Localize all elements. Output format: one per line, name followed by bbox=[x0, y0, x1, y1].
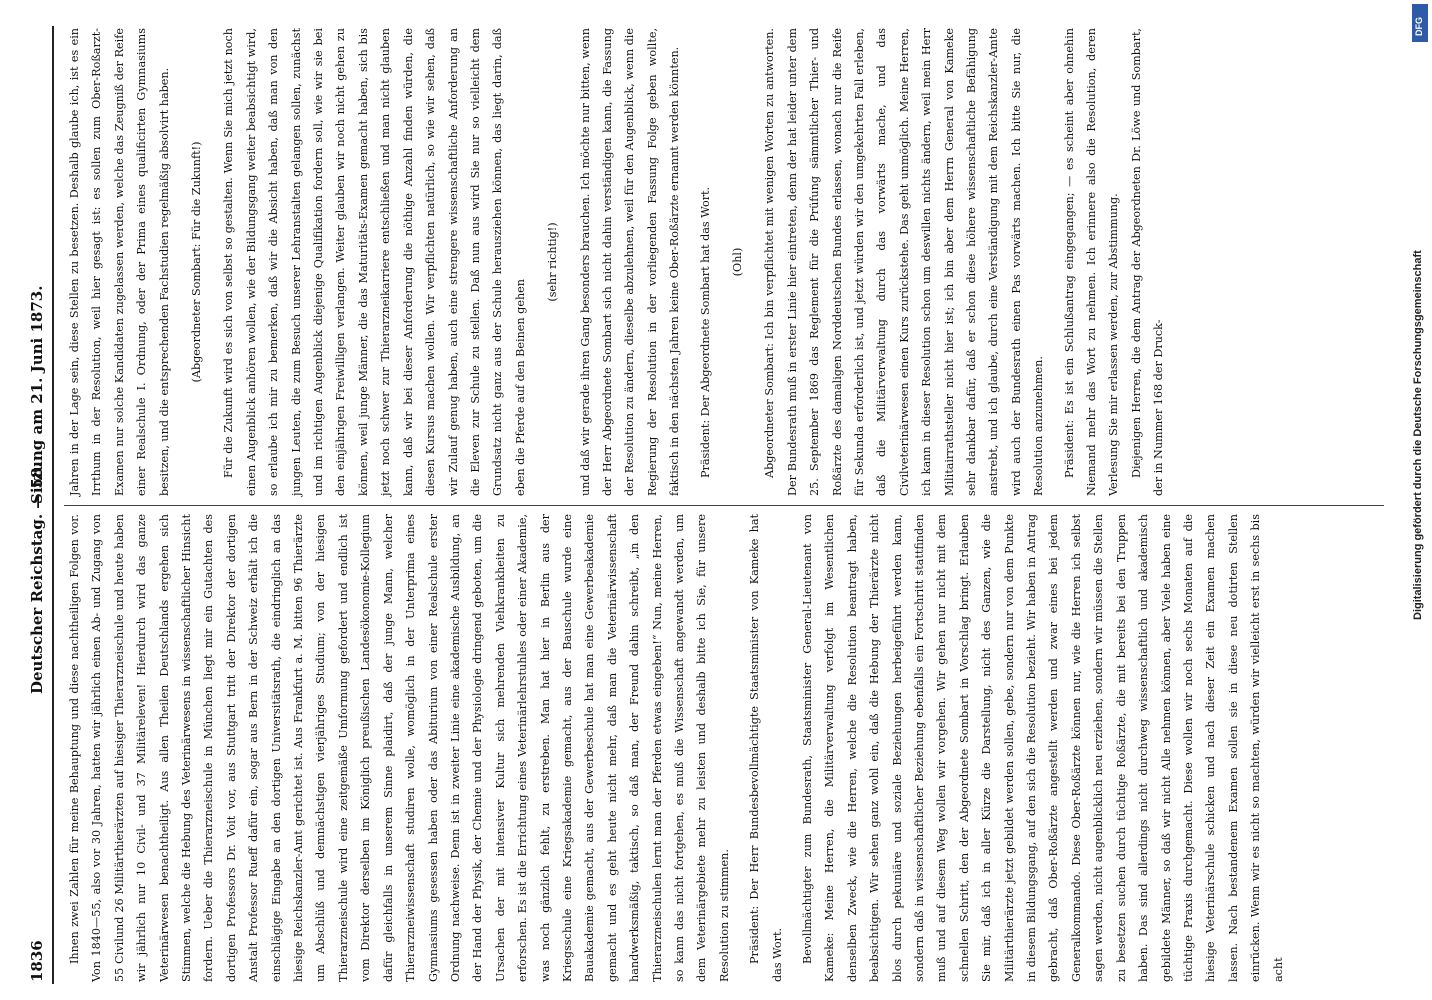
paragraph-sombart: Abgeordneter Sombart: Ich bin verpflichtet mit wenigen Worten zu antworten. Der Bundesrath muß in erster Linie hier eintreten, denn der hat leider unter dem 25. September 1869 das Reglement für die Prüfung sämmtlicher Thier- und Roßärzte des damaligen Norddeutschen Bundes erlassen, wonach nur die Reife für Sekunda erforderlich ist, und jetzt würden wir den umgekehrten Fall erleben, daß die Militärverwaltung durch das vorwärts mache, und das Civilveterinärwesen einen Kurs zurückstehe. Das geht unmöglich. Meine Herren, ich kann in dieser Resolution schon um deswillen nichts ändern, weil mein Herr Militairrathsteller nicht hier ist; ich bin aber dem Herrn General von Kameke sehr dankbar dafür, daß er schon diese höhere wissenschaftliche Befähigung anstrebt, und ich glaube, durch eine Verständigung mit dem Reichskanzler-Amte wird auch der Bundesrath einen Pas vorwärts machen. Ich bitte Sie nur, die Resolution anzunehmen. bbox=[763, 28, 1046, 496]
interjection: (Abgeordneter Sombart: Für die Zukunft!) bbox=[190, 141, 204, 383]
left-column bbox=[64, 514, 1290, 982]
paragraph-president: Präsident: Der Herr Bundesbevollmächtigte Staatsminister von Kameke hat das Wort. bbox=[748, 514, 784, 982]
header-rule bbox=[52, 26, 54, 984]
watermark bbox=[1410, 10, 1430, 630]
header-title-left: Deutscher Reichstag. — 58. bbox=[28, 462, 46, 694]
page-header bbox=[24, 26, 52, 984]
dfg-logo-text: DFG bbox=[1414, 17, 1424, 36]
paragraph: Ihnen zwei Zahlen für meine Behauptung und diese nachtheiligen Folgen vor. Von 1840—55, also vor 30 Jahren, hatten wir jährlich einen Ab- und Zugang von 55 Civilund 26 Militärthierärzten auf hiesiger Thierarzneischule und heute haben wir jährlich nur 10 Civil- und 37 Militäreleven! Hierdurch wird das ganze Veterinärwesen benachtheiligt. Aus allen Theilen Deutschlands ergehen sich Stimmen, welche die Hebung des Veterinärwesens in wissenschaftlicher Hinsicht fordern. Ueber die Thierarzneischule in München liegt mir ein Gutachten des dortigen Professors Dr. Voit vor, aus Stuttgart tritt der Direktor der dortigen Anstalt Professor Rueff dafür ein, sogar aus Bern in der Schweiz erhält ich die einschlägige Eingabe an den dortigen Universitätsrath, die eindringlich an das hiesige Reichskanzler-Amt gerichtet ist. Aus Frankfurt a. M. bitten 96 Thierärzte um Abschlüß und demnächstigen vierjähriges Studium; von der hiesigen Thierarzneischule wird eine zeitgemäße Umformung gefordert und endlich ist vom Direktor derselben im Königlich preußischen Landesökonomie-Kollegium dafür gleichfalls in unserem Sinne plaidirt, daß der junge Mann, welcher Thierarzneiwissenschaft studiren wolle, womöglich in der Unterprima eines Gymnasiums gesessen haben oder das Abiturium von einer Realschule erster Ordnung nachweise. Denn ist in zweiter Linie eine akademische Ausbildung, an der Hand der Physik, der Chemie und der Physiologie dringend geboten, um die Ursachen der mit intensiver Kultur sich mehrenden Viehkrankheiten zu erforschen. Es ist die Errichtung eines Veterinärlehrstuhles oder einer Akademie, was noch gänzlich fehlt, zu erstreben. Man hat hier in Berlin aus der Kriegsschule eine Kriegsakademie gemacht, aus der Bauschule wurde eine Bauakademie gemacht, aus der Gewerbeschule hat man eine Gewerbeakademie gemacht und es geht heute nicht mehr, daß man die Veterinärwissenschaft handwerksmäßig, taktisch, so daß man, der Freund dahin schreibt, „in den Thierarzneischulen lernt man der Pferden etwas eingeben!“ Nun, meine Herren, so kann das nicht fortgehen, es muß die Wissenschaft angewandt werden, um dem Veterinärgebiete mehr zu leisten und deshalb bitte ich Sie, für unsere Resolution zu stimmen. bbox=[68, 514, 731, 982]
page-number: 1836 bbox=[28, 940, 46, 982]
watermark-text: Digitalisierung gefördert durch die Deutsche Forschungsgemeinschaft bbox=[1412, 250, 1424, 620]
paragraph: Diejenigen Herren, die dem Antrag der Abgeordneten Dr. Löwe und Sombart, der in Nummer 168 der Druck- bbox=[1129, 28, 1166, 496]
paragraph-president: Präsident: Der Abgeordnete Sombart hat das Wort. bbox=[698, 186, 712, 478]
column-divider bbox=[64, 505, 1384, 506]
paragraph-president: Präsident: Es ist ein Schlußantrag eingegangen; — es scheint aber ohnehin Niemand mehr das Wort zu nehmen. Ich erinnere also die Resolution, deren Verlesung Sie mir erlassen werden, zur Abstimmung. bbox=[1062, 28, 1121, 496]
right-column bbox=[64, 28, 1171, 496]
paragraph: Für die Zukunft wird es sich von selbst so gestalten. Wenn Sie mich jetzt noch einen Augenblick anhören wollen, wie der Bildungsgang weiter beabsichtigt wird, so erlaube ich mir zu bemerken, daß wir die Absicht haben, daß man von den jungen Leuten, die zum Besuch unserer Lehranstalten gelangen sollen, zunächst und im richtigen Augenblick diejenige Qualifikation fordern soll, wie wir sie bei den einjährigen Freiwilligen verlangen. Weiter glauben wir noch nicht gehen zu können, weil junge Männer, die das Maturitäts-Examen gemacht haben, sich bis jetzt noch schwer zur Thierarzneikarriere entschließen und man nicht glauben kann, daß wir bei dieser Anforderung die nöthige Anzahl finden würden, die diesen Kursus machen wollen. Wir verpflichten natürlich, so wie wir sehen, daß wir Zulauf genug haben, auch eine strengere wissenschaftliche Anforderung an die Eleven zur Schule zu stellen. Daß nun aus wird Sie nur so vielleicht dem Grundsatz nicht ganz aus der Schule herausziehen können, das liegt darin, daß eben die Pferde auf den Beinen gehen bbox=[222, 28, 527, 496]
paragraph: und daß wir gerade ihren Gang besonders brauchen. Ich möchte nur bitten, wenn der Herr Abgeordnete Sombart sich nicht dahin verständigen kann, die Fassung der Resolution zu ändern, dieselbe abzulehnen, weil für den Augenblick, wenn die Regierung der Resolution in der vorliegenden Fassung Folge geben wollte, faktisch in den nächsten Jahren keine Ober-Roßärzte ernannt werden könnten. bbox=[578, 28, 682, 496]
paragraph: Jahren in der Lage sein, diese Stellen zu besetzen. Deshalb glaube ich, ist es ein Irrthum in der Resolution, weil hier gesagt ist: es sollen zum Ober-Roßarzt-Examen nur solche Kandidaten zugelassen werden, welche das Zeugniß der Reife einer Realschule I. Ordnung, oder der Prima eines qualificirten Gymnasiums besitzen, und die entsprechenden Fachstudien regelmäßig absolvirt haben. bbox=[68, 28, 171, 496]
rotated-document-page bbox=[24, 26, 1404, 984]
interjection: (Ohl) bbox=[730, 247, 744, 277]
interjection: (sehr richtig!) bbox=[546, 222, 560, 302]
paragraph-kameke: Bevollmächtigter zum Bundesrath, Staatsminister General-Lieutenant von Kameke: Meine Herren, die Militärverwaltung verfolgt im Wesentlichen denselben Zweck, wie die Herren, welche die Resolution beantragt haben, beabsichtigen. Wir sehen ganz wohl ein, daß die Hebung der Thierärzte nicht blos durch pekuniäre und soziale Beziehungen herbeigeführt werden kann, sondern daß in wissenschaftlicher Beziehung ebenfalls ein Fortschritt stattfinden muß und auf diesem Weg wollen wir vorgehen. Wir gehen nur nicht mit dem schnellen Schritt, den der Abgeordnete Sombart in Vorschlag bringt. Erlauben Sie mir, daß ich in aller Kürze die Darstellung, nicht des Ganzen, wie die Militärthierärzte jetzt gebildet werden sollen, gebe, sondern nur von dem Punkte in diesem Bildungsgang, auf den sich die Resolution bezieht. Wir haben in Antrag gebracht, daß Ober-Roßärzte angestellt werden und zwar eines bei jedem Generalkommando. Diese Ober-Roßärzte können nur, wie die Herren ich selbst sagen werden, nicht augenblicklich neu erziehen, sondern wir müssen die Stellen zu besetzen suchen durch tüchtige Roßärzte, die mit bereits bei den Truppen haben. Das sind allerdings nicht durchweg wissenschaftlich und akademisch gebildete Männer, so daß wir nicht Alle nehmen können, aber Viele haben eine tüchtige Praxis durchgemacht. Diese wollen wir noch sechs Monaten auf die hiesige Veterinärschule schicken und nach dieser Zeit ein Examen machen lassen. Nach bestandenem Examen sollen sie in diese neu dotirten Stellen einrücken. Wenn wir es nicht so machten, würden wir vielleicht erst in sechs bis acht bbox=[801, 514, 1285, 982]
header-title-right: Sitzung am 21. Juni 1873. bbox=[28, 285, 46, 504]
